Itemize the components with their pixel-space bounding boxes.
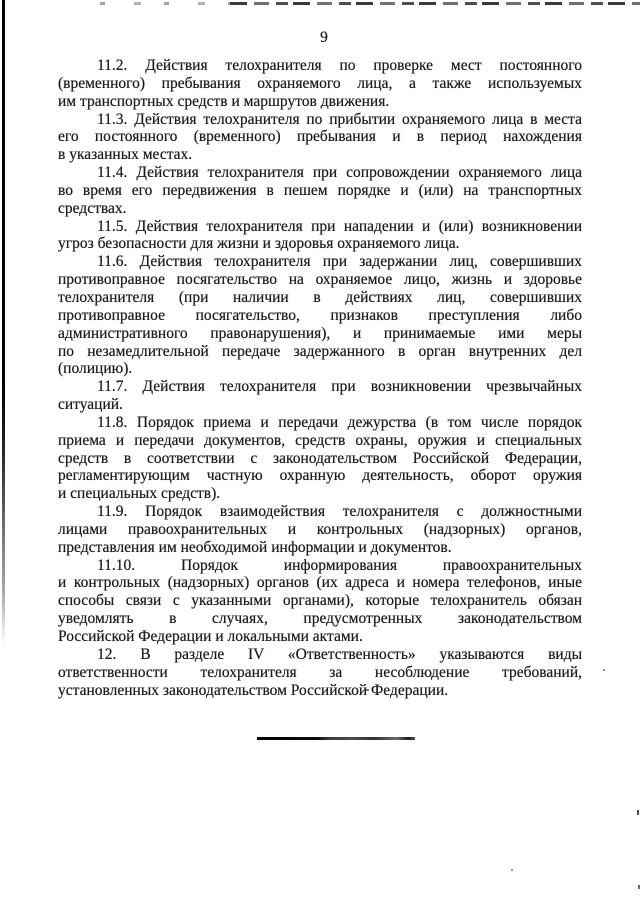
text-line: средств в соответствии с законодательством Российской Федерации,: [58, 449, 582, 467]
text-line: 11.9. Порядок взаимодействия телохранителя с должностными: [97, 503, 582, 521]
text-line: и контрольных (надзорных) органов (их адреса и номера телефонов, иные: [58, 574, 582, 592]
text-line: телохранителя (при наличии в действиях лиц, совершивших: [58, 288, 582, 306]
text-line: во время его передвижения в пешем порядке и (или) на транспортных: [58, 181, 582, 199]
text-line: 12. В разделе IV «Ответственность» указываются виды: [97, 645, 582, 663]
paragraph: [58, 414, 582, 503]
section-divider-line: [257, 737, 415, 740]
text-line: противоправное посягательство, признаков преступления либо: [58, 306, 582, 324]
paragraph: [58, 646, 582, 700]
paragraph: [58, 557, 582, 646]
text-line: административного правонарушения), и принимаемые ими меры: [58, 324, 582, 342]
text-line: установленных законодательством Российской Федерации.: [58, 681, 449, 699]
scan-speck: [637, 810, 639, 815]
text-line: по незамедлительной передаче задержанного в орган внутренних дел: [58, 342, 582, 360]
text-line: (временного) пребывания охраняемого лица, а также используемых: [58, 74, 582, 92]
paragraph: [58, 218, 582, 254]
text-line: приема и передачи документов, средств охраны, оружия и специальных: [58, 431, 582, 449]
text-line: им транспортных средств и маршрутов движения.: [58, 92, 390, 110]
text-line: ответственности телохранителя за несоблюдение требований,: [58, 663, 582, 681]
paragraph: [58, 253, 582, 378]
text-line: регламентирующим частную охранную деятельность, оборот оружия: [58, 467, 582, 485]
text-line: 11.10. Порядок информирования правоохранительных: [97, 556, 582, 574]
text-line: 11.6. Действия телохранителя при задержании лиц, совершивших: [97, 253, 582, 271]
paragraph: [58, 164, 582, 218]
text-line: 11.2. Действия телохранителя по проверке мест постоянного: [97, 57, 582, 74]
document-body: [58, 57, 582, 699]
text-line: лицами правоохранительных и контрольных (надзорных) органов,: [58, 520, 582, 538]
text-line: ситуаций.: [58, 396, 123, 414]
scan-artifact-top-edge-dense: [230, 2, 640, 5]
scan-speck: [511, 869, 513, 871]
text-line: 11.7. Действия телохранителя при возникновении чрезвычайных: [97, 378, 582, 396]
text-line: Российской Федерации и локальными актами.: [58, 628, 363, 645]
scan-speck: [603, 669, 605, 671]
text-line: и специальных средств).: [58, 485, 221, 503]
text-line: 11.8. Порядок приема и передачи дежурства (в том числе порядок: [97, 413, 582, 431]
text-line: его постоянного (временного) пребывания и в период нахождения: [58, 128, 582, 146]
paragraph: [58, 503, 582, 557]
text-line: средствах.: [58, 199, 127, 217]
text-line: способы связи с указанными органами), которые телохранитель обязан: [58, 592, 582, 610]
scan-artifact-left-edge: [2, 0, 5, 645]
text-line: (полицию).: [58, 360, 133, 378]
text-line: уведомлять в случаях, предусмотренных законодательством: [58, 610, 582, 628]
text-line: противоправное посягательство на охраняемое лицо, жизнь и здоровье: [58, 271, 582, 289]
paragraph: [58, 111, 582, 165]
paragraph: [58, 57, 582, 111]
paragraph: [58, 378, 582, 414]
text-line: угроз безопасности для жизни и здоровья охраняемого лица.: [58, 235, 460, 253]
text-line: 11.4. Действия телохранителя при сопровождении охраняемого лица: [97, 164, 582, 182]
text-line: 11.3. Действия телохранителя по прибытии охраняемого лица в места: [97, 110, 582, 128]
text-line: представления им необходимой информации и документов.: [58, 538, 452, 556]
text-line: в указанных местах.: [58, 146, 193, 164]
scan-artifact-top-edge-sparse: [100, 2, 230, 5]
text-line: 11.5. Действия телохранителя при нападении и (или) возникновении: [97, 217, 582, 235]
page-number: 9: [320, 29, 328, 46]
